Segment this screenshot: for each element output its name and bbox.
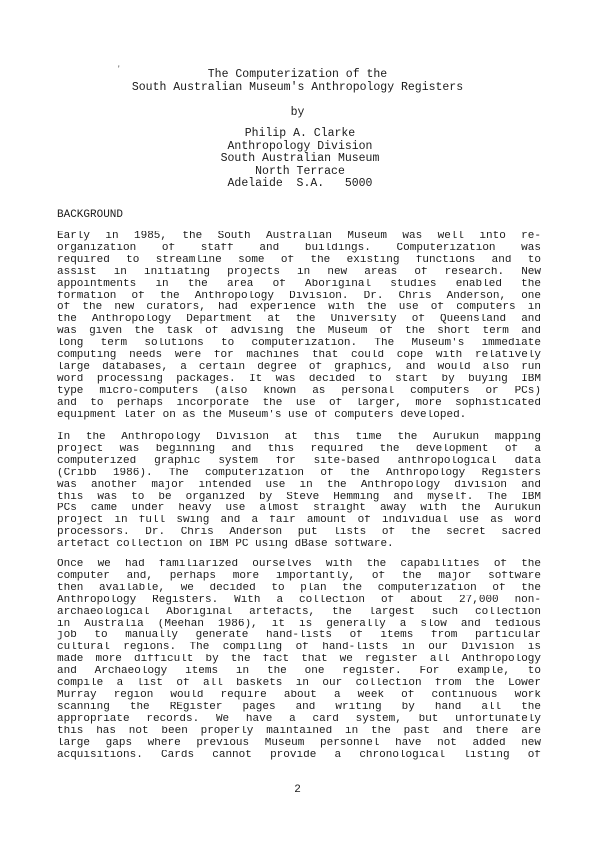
title-line: South Australian Museum's Anthropology Registers (131, 81, 464, 94)
author-division: Anthropology Division (227, 139, 373, 153)
text-line: word processing packages. It was decided to start by buying IBM (57, 373, 541, 385)
text-line: PCs came under heavy use almost straight away with the Aurukun (57, 503, 541, 515)
text-line: long term solutions to computerization. The Museum's immediate (57, 338, 541, 350)
text-line: acquisitions. Cards cannot provide a chronological listing of (57, 749, 541, 761)
text-line: archaeological Aboriginal artefacts, the largest such collection (57, 606, 541, 618)
text-line: In the Anthropology Division at this time the Aurukun mapping (57, 432, 541, 443)
text-line: appropriate records. We have a card system, but unfortunately (57, 713, 541, 725)
text-line: required to streamline some of the existing functions and to (57, 254, 541, 266)
text-line: in Australia (Meehan 1986), it is generally a slow and tedious (57, 618, 541, 630)
author-name: Philip A. Clarke (244, 127, 356, 140)
text-line: and Archaeology items in the one register. For example, to (57, 666, 541, 678)
text-line: large databases, a certain degree of graphics, and would also run (57, 361, 541, 373)
text-line: and to perhaps incorporate the use of larger, more sophisticated (57, 397, 541, 409)
text-line: made more difficult by the fact that we register all Anthropology (57, 654, 541, 666)
text-line: Once we had familiarized ourselves with the capabilities of the (57, 559, 541, 570)
author-city: Adelaide S.A. 5000 (227, 177, 373, 191)
text-line: compile a list of all baskets in our collection from the Lower (57, 678, 541, 690)
author-street: North Terrace (255, 164, 345, 178)
text-line: Murray region would require about a week of continuous work (57, 689, 541, 701)
byline: by (290, 106, 305, 119)
stray-mark: ' (118, 64, 120, 74)
author-block (190, 128, 410, 191)
text-line: equipment later on as the Museum's use of computers developed. (57, 409, 467, 421)
paragraph (57, 231, 541, 422)
text-line: computerized graphic system for site-based anthropological data (57, 455, 541, 467)
text-line: assist in initiating projects in new areas of research. New (57, 266, 541, 278)
text-line: artefact collection on IBM PC using dBase software. (57, 539, 394, 551)
text-line: project was beginning and this required the development of a (57, 443, 541, 455)
text-line: computing needs were for machines that could cope with relatively (57, 350, 541, 362)
document-title (0, 68, 595, 94)
text-line: of the new curators, had experience with the use of computers in (57, 302, 541, 314)
text-line: processors. Dr. Chris Anderson put lists of the secret sacred (57, 527, 541, 539)
text-line: Anthropology Registers. With a collection of about 27,000 non- (57, 594, 541, 606)
paragraph (57, 559, 541, 761)
text-line: this was to be organized by Steve Hemming and myself. The IBM (57, 491, 541, 503)
text-line: this has not been properly maintained in the past and there are (57, 725, 541, 737)
section-heading: BACKGROUND (57, 209, 124, 221)
text-line: type micro-computers (also known as personal computers or PCs) (57, 385, 541, 397)
page-number: 2 (294, 784, 301, 796)
text-line: scanning the REgister pages and writing by hand all the (57, 701, 541, 713)
text-line: was another major intended use in the Anthropology division and (57, 479, 541, 491)
text-line: Early in 1985, the South Australian Museum was well into re- (57, 231, 541, 242)
paragraph (57, 432, 541, 551)
text-line: cultural regions. The compiling of hand-lists in our Division is (57, 642, 541, 654)
text-line: the Anthropology Department at the University of Queensland and (57, 314, 541, 326)
text-line: computer and, perhaps more importantly, of the major software (57, 570, 541, 582)
text-line: (Cribb 1986). The computerization of the Anthropology Registers (57, 467, 541, 479)
title-line: The Computerization of the (207, 68, 388, 81)
text-line: project in full swing and a fair amount of individual use as word (57, 515, 541, 527)
text-line: was given the task of advising the Museum of the short term and (57, 326, 541, 338)
text-line: then available, we decided to plan the computerization of the (57, 582, 541, 594)
text-line: organization of staff and buildings. Computerization was (57, 242, 541, 254)
text-line: large gaps where previous Museum personnel have not added new (57, 737, 541, 749)
text-line: job to manually generate hand-lists of items from particular (57, 630, 541, 642)
text-line: formation of the Anthropology Division. Dr. Chris Anderson, one (57, 290, 541, 302)
text-line: appointments in the area of Aboriginal studies enabled the (57, 278, 541, 290)
author-institution: South Australian Museum (220, 152, 380, 166)
